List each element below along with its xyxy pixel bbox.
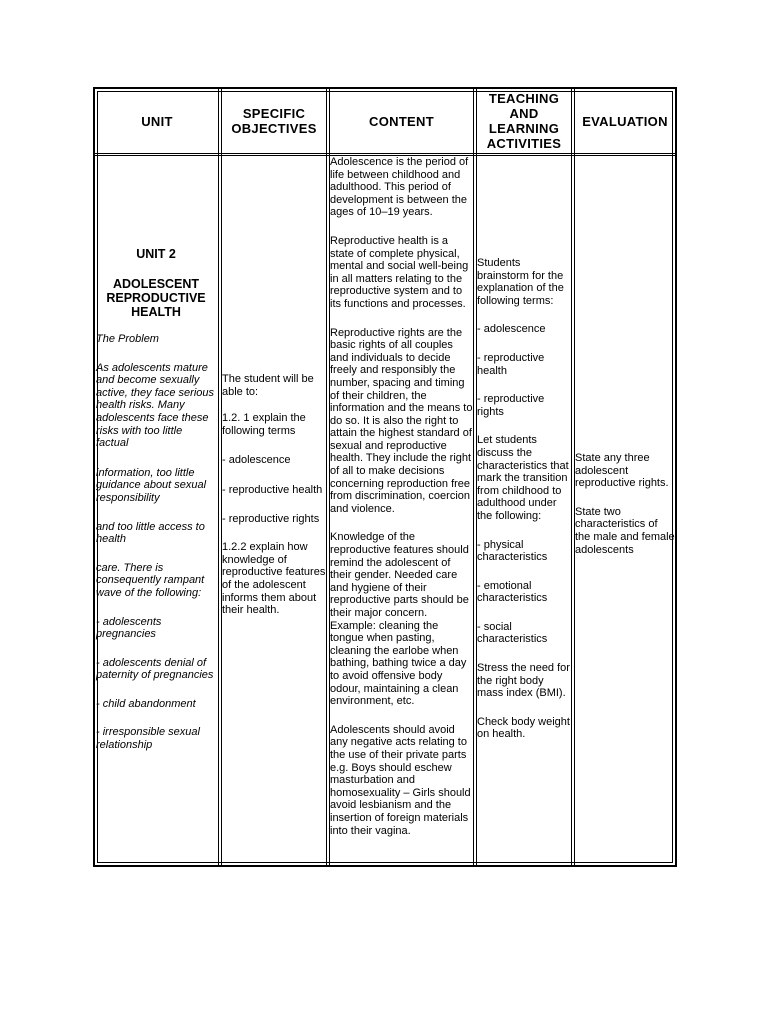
activity-item: - emotional characteristics	[477, 579, 548, 605]
problem-heading: The Problem	[96, 333, 159, 345]
header-evaluation: EVALUATION	[582, 113, 668, 129]
objective-item: - reproductive rights	[222, 512, 320, 525]
content-paragraph: Reproductive rights are the basic rights of all couples and individuals to decide freely and responsibly the number, spacing and timing of their children, the information and the means to do so. It is also the right to attain the highest standard of sexual and reproductive health. They include the right of all to make decisions concerning reproduction free from discrimination, coercion and violence.	[330, 326, 473, 515]
activity-item: - reproductive rights	[477, 393, 545, 418]
header-divider	[95, 153, 675, 154]
objective-item: - reproductive health	[222, 483, 323, 496]
unit-item: information, too little guidance about sexual responsibility	[96, 466, 207, 504]
content-paragraph: Adolescence is the period of life between childhood and adulthood. This period of development is between the ages of 10–19 years.	[330, 156, 469, 219]
content-column	[330, 156, 473, 849]
objectives-intro: The student will be able to:	[222, 373, 314, 398]
objectives-column	[222, 373, 326, 629]
unit-item: - adolescents denial of paternity of pregnancies	[96, 656, 214, 682]
activity-item: Students brainstorm for the explanation of the following terms:	[477, 257, 564, 307]
evaluation-item: State any three adolescent reproductive rights.	[575, 452, 669, 490]
activity-item: Stress the need for the right body mass index (BMI).	[477, 662, 570, 700]
objective-item: 1.2. 1 explain the following terms	[222, 412, 306, 437]
objective-item: - adolescence	[222, 454, 291, 467]
unit-item: and too little access to health	[96, 520, 205, 546]
objective-item: 1.2.2 explain how knowledge of reproductive features of the adolescent informs them about their health.	[222, 541, 326, 617]
unit-item: As adolescents mature and become sexually active, they face serious health risks. Many adolescents face these risks with too little factual	[96, 361, 215, 450]
header-objectives: SPECIFIC OBJECTIVES	[231, 106, 317, 136]
header-unit: UNIT	[141, 113, 173, 129]
activity-item: - physical characteristics	[477, 538, 548, 564]
unit-number: UNIT 2	[136, 247, 176, 261]
unit-item: - child abandonment	[96, 697, 196, 710]
content-paragraph: Adolescents should avoid any negative acts relating to the use of their private parts e.g. Boys should eschew masturbation and homosexuality – Girls should avoid lesbianism and the insertion of foreign materials into their vagina.	[330, 723, 471, 837]
unit-item: care. There is consequently rampant wave of the following:	[96, 561, 205, 599]
activity-item: - reproductive health	[477, 351, 545, 377]
header-activities: TEACHING AND LEARNING ACTIVITIES	[486, 91, 562, 151]
content-paragraph: Reproductive health is a state of complete physical, mental and social well-being in all matters relating to the reproductive system and to its functions and processes.	[330, 234, 469, 310]
evaluation-item: State two characteristics of the male and female adolescents	[575, 505, 675, 556]
activity-item: - adolescence	[477, 323, 546, 336]
activity-item: Let students discuss the characteristics that mark the transition from childhood to adulthood under the following:	[477, 434, 569, 522]
content-paragraph: Knowledge of the reproductive features should remind the adolescent of their gender. Needed care and hygiene of their reproductive parts should be their major concern. Example: cleaning the tongue when pasting, cleaning the earlobe when bathing, bathing twice a day to avoid offensive body odour, maintaining a clean environment, etc.	[330, 531, 469, 708]
activity-item: Check body weight on health.	[477, 715, 570, 741]
header-content: CONTENT	[369, 113, 434, 129]
unit-item: - irresponsible sexual relationship	[96, 726, 200, 752]
unit-item: - adolescents pregnancies	[96, 615, 162, 641]
activity-item: - social characteristics	[477, 620, 548, 646]
activities-column	[477, 257, 572, 753]
unit-column	[96, 247, 216, 764]
evaluation-column	[575, 452, 675, 568]
unit-title: ADOLESCENT REPRODUCTIVE HEALTH	[106, 277, 206, 319]
